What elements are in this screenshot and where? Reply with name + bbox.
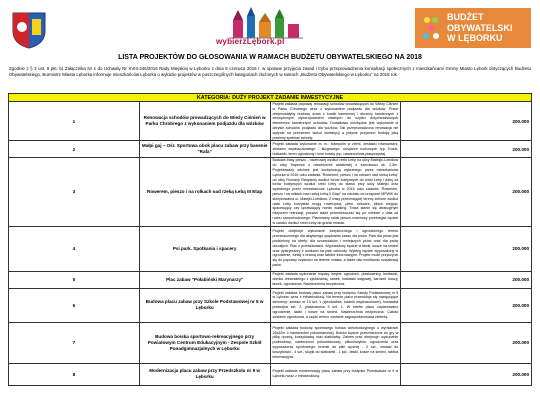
project-cost: 200.000 (401, 363, 532, 385)
project-cost: 200.000 (401, 141, 532, 158)
project-cost: 200.000 (401, 322, 532, 363)
project-cost: 200.000 (401, 271, 532, 288)
project-description: Projekt zakłada wykonanie m. in.: trampolin w ziemi, zestawu równoważni, zestawu wspinaczkowego - ślizgowego, urządzeń ruchowych typ. Koszt, huśtawki, teren ogrodzony i inne koszty (np. nawierzchnia piaszczysta). (270, 141, 401, 158)
intro-paragraph: Zgodnie z § 3 ust. 9 pkt. b) Załącznika Nr 1 do Uchwały Nr XVIII-246/2016 Rady Miejskiej w Lęborku z dnia 9 czerwca 2016 r. w sprawie przyjęcia zasad i trybu przeprowadzenia konsultacji społecznych z mieszkańcami Gminy Miasto Lębork dotyczących Budżetu Obywatelskiego, Burmistrz Miasta Lęborka informuje mieszkańców Lęborka o wykazie projektów w poszczególnych kategoriach złożonych w ramach „Budżetu Obywatelskiego w Lęborku" na 2018 rok. (9, 66, 531, 78)
people-icon (421, 14, 441, 42)
project-name: Budowa boiska sportowo-rekreacyjnego przy Powiatowym Centrum Edukacyjnym - Zespole Szkół Ponadgimnazjalnych w Lęborku (139, 322, 270, 363)
project-description: Budowa trasy pieszo - rowerowej wzdłuż rzeki Łeby na ulicy Mateijki-Lotników do ulicy Saperów o nawierzchni asfaltowej o szerokości ok. 2,5m. Projektowany odcinek jest kontynuacją wybranego przez mieszkańców Lęborka w 2016 roku zadania "Rowerem, pieszo i na rolkach nad rzeką Łebą" od ulicy Romany Ranyskiej wzdłuż torów kolejowych do rzeki Łeby i dalej od torów kolejowych wzdłuż rzeki Łeby do stawu przy ulicy Matejki oraz wybranego przez mieszkańców Lęborka w 2016 roku zadania "Rowerem, pieszo i na rolkach nad rzeką Łebą II Etap" na odcinku od urządzeń MPWiK do skrzyżowania ul. Matejki-Lotników. Z trasy przecinającej tereny zielone wzdłuż rzeki Łeby korzystać mogą rowerzyści, piesi, rolkarze, kibice biegów, spacerujący czy uprawiający nordic walking. Trasa stanie się atrakcyjnym miejscem rekreacji, pozwoli także przemieszczać się po mieście z dala od ruchu samochodowego. Planowany szlak pieszo-rowerowy przebiegać będzie w całości wzdłuż rzeki Łeby do granic miasta. (270, 158, 401, 226)
project-name: Renowacja schodów prowadzących do Wieży Ciśnień w Parku Chrobrego z wykonaniem podjazdu dla wózków (139, 102, 270, 141)
project-description: Projekt zakłada wykonanie między innymi: ogrodzeń, piaskownicy, huśtawki, domku drewnianego z zjeżdżalnią, sanek, huśtawki wagowej, karuzeli, koszy, ławek, ogrodzenia. Nawierzchnia bezpieczna. (270, 271, 401, 288)
bo-logo-line: W LĘBORKU (447, 33, 503, 43)
project-cost: 200.000 (401, 226, 532, 271)
project-cost: 200.000 (401, 158, 532, 226)
table-row (9, 102, 532, 141)
project-description: Projekt zakłada poprawę renowacji schodów prowadzących do Wieży Ciśnień w Parku Chrobrego wraz z wykonaniem podjazdu dla wózków. Prace obejmowałyby budowę ścian z kostki kamiennej i obrzeży kamiennych z zewnętrznym wykorzystaniem zdatnych do użytku dotychczasowych elementów kamiennych schodów. Dodatkowo niezbędne jest wykonanie w obrysie schodów podjazdu dla wózków. Tak przeprowadzona renowacja nie wpłynie na przestrzeń wokół inwestycji a jedynie przywróci funkcję jaką powinny spełniać schody. (270, 102, 401, 141)
table-row (9, 288, 532, 322)
projects-table (8, 93, 532, 386)
project-name: Modernizacja placu zabaw przy Przedszkolu nr 9 w Lęborku (139, 363, 270, 385)
project-name: Małpi gaj – Ośr. Sportowa obok placu zabaw przy basenie "Rafa" (139, 141, 270, 158)
table-row (9, 271, 532, 288)
project-description: Projekt obejmuje wykonanie bezpiecznego i ogrodzonego terenu przeznaczonego dla aktywnego spędzania czasu dla psów. Park dla psów jest podzielony na strefy: dla szczeniaków i mniejszych psów oraz dla psów dorosłych. Plac z przeszkodami. Wyposażony będzie w ławki, kosze na śmieci oraz dystrybutory z workami na psie odchody. Wybieg będzie wyposażony w ogrodzenie, furtkę z bramą oraz tablice informacyjne. Projekt może przyczynić się do poprawy czystości na terenie miasta, a także dać możliwość socjalizacji psów. (270, 226, 401, 271)
row-number: 6 (9, 288, 140, 322)
project-name: Rowerem, pieszo i na rolkach nad rzeką Łebą III Etap (139, 158, 270, 226)
category-row (9, 94, 532, 102)
row-number: 7 (9, 322, 140, 363)
project-name: Plac zabaw "Połabiński Marynarzy" (139, 271, 270, 288)
row-number: 2 (9, 141, 140, 158)
project-description: Projekt zakłada budowę sportowego boiska wielofunkcyjnego o wymiarach 26x42m o nawierzchni poliuretanowej. Boisko będzie przeznaczone do gry w piłkę ręczną, koszykówkę oraz siatkówkę. Zakres prac obejmuje: wykonanie podbudowy, nawierzchni poliuretanowej, piłkochwytów, ogrodzenia oraz wyposażenia sportowego: bramki do piłki ręcznej - 2 szt., zestaw do koszykówki - 4 szt., słupki do siatkówki - 1 kpl., ławki, kosze na śmieci, tablica informacyjna. (270, 322, 401, 363)
category-header: KATEGORIA: DUŻY PROJEKT ZADANIE INWESTYCYJNE (9, 94, 532, 102)
row-number: 4 (9, 226, 140, 271)
row-number: 8 (9, 363, 140, 385)
project-cost: 200.000 (401, 288, 532, 322)
town-logo-text: wybierzLębork.pl (216, 37, 285, 46)
table-row (9, 322, 532, 363)
row-number: 5 (9, 271, 140, 288)
row-number: 1 (9, 102, 140, 141)
bo-logo-line: OBYWATELSKI (447, 22, 513, 33)
project-name: Psi park. Spotkania i spacery (139, 226, 270, 271)
budzet-obywatelski-logo (415, 8, 531, 48)
document-title: LISTA PROJEKTÓW DO GŁOSOWANIA W RAMACH BUDŻETU OBYWATELSKIEGO NA 2018 (118, 54, 422, 61)
project-cost: 200.000 (401, 102, 532, 141)
table-row (9, 226, 532, 271)
project-description: Projekt zakłada budowę placu zabaw przy budynku Szkoły Podstawowej nr 5 w Lęborku wraz z infrastrukturą. Na terenie placu przewiduje się następujące elementy: zestaw nr 13 szt. 1 (zjeżdżalnia, ścianki wspinaczkowe), huśtawka podwójna szt. 2, piaskownica 3 szt. 1. W strefie placu zaplanowano ogrodzenie, ławki i kosze na śmieci. Nawierzchnia bezpieczna. Całość zostanie ogrodzona, a część terenu zostanie zagospodarowana zielenią. (270, 288, 401, 322)
bo-logo-text (447, 12, 512, 44)
row-number: 3 (9, 158, 140, 226)
bo-logo-line: BUDŻET (447, 12, 484, 22)
table-row (9, 141, 532, 158)
table-row (9, 363, 532, 385)
project-name: Budowa placu zabaw przy Szkole Podstawowej nr 5 w Lęborku (139, 288, 270, 322)
lebork-coat-of-arms-icon (11, 11, 47, 49)
project-description: Projekt zakłada modernizację placu zabaw przy budynku Przedszkola nr 9 w Lęborku wraz z infrastrukturą. (270, 363, 401, 385)
table-row (9, 158, 532, 226)
